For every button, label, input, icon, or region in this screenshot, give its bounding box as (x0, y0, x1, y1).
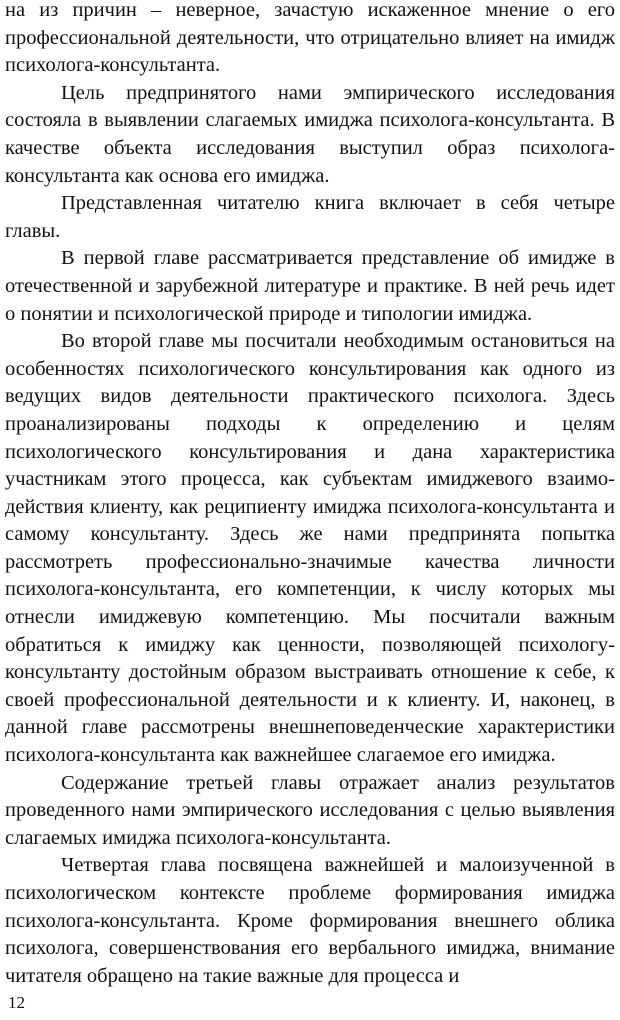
paragraph-chapter-three: Содержание третьей главы отражает анализ результатов проведенного нами эмпирического исследования с целью выявления слагаемых имиджа психолога-консультанта. (5, 771, 615, 849)
paragraph-chapter-one: В первой главе рассматривается представление об имидже в отечественной и зарубежной литературе и практике. В ней речь идет о понятии и психологической природе и типологии имиджа. (5, 247, 615, 325)
paragraph-continuation: на из причин – неверное, зачастую искаженное мнение о его профессиональной деятельности, что отрицательно влияет на имидж психолога-консультанта. (5, 0, 615, 77)
page-body-text (5, 0, 615, 990)
paragraph-book-structure: Представленная читателю книга включает в себя четыре главы. (5, 192, 615, 242)
paragraph-research-goal: Цель предпринятого нами эмпирического исследования состояла в выявлении слагаемых имиджа психолога-консультанта. В качестве объекта исследования выступил образ психолога-консультанта как основа его имиджа. (5, 81, 615, 187)
paragraph-chapter-two: Во второй главе мы посчитали необходимым остановиться на особенностях психологического консультирования как одного из ведущих видов деятельности практического психолога. Здесь проанализированы подходы к определению и целям психологического консультирования и дана характеристика участникам этого процесса, как субъектам имиджевого взаимодействия клиенту, как реципиенту имиджа психолога-консультанта и самому консультанту. Здесь же нами предпринята попытка рассмотреть профессионально-значимые качества личности психолога-консультанта, его компетенции, к числу которых мы отнесли имиджевую компетенцию. Мы посчитали важным обратиться к имиджу как ценности, позволяющей психологу-консультанту достойным образом выстраивать отношение к себе, к своей профессиональной деятельности и к клиенту. И, наконец, в данной главе рассмотрены внешнеповеденческие характеристики психолога-консультанта как важнейшее слагаемое его имиджа. (5, 330, 615, 767)
paragraph-chapter-four: Четвертая глава посвящена важнейшей и малоизученной в психологическом контексте проблеме формирования имиджа психолога-консультанта. Кроме формирования внешнего облика психолога, совершенствования его вербального имиджа, внимание читателя обращено на такие важные для процесса и (5, 854, 615, 987)
page-number: 12 (8, 993, 25, 1012)
